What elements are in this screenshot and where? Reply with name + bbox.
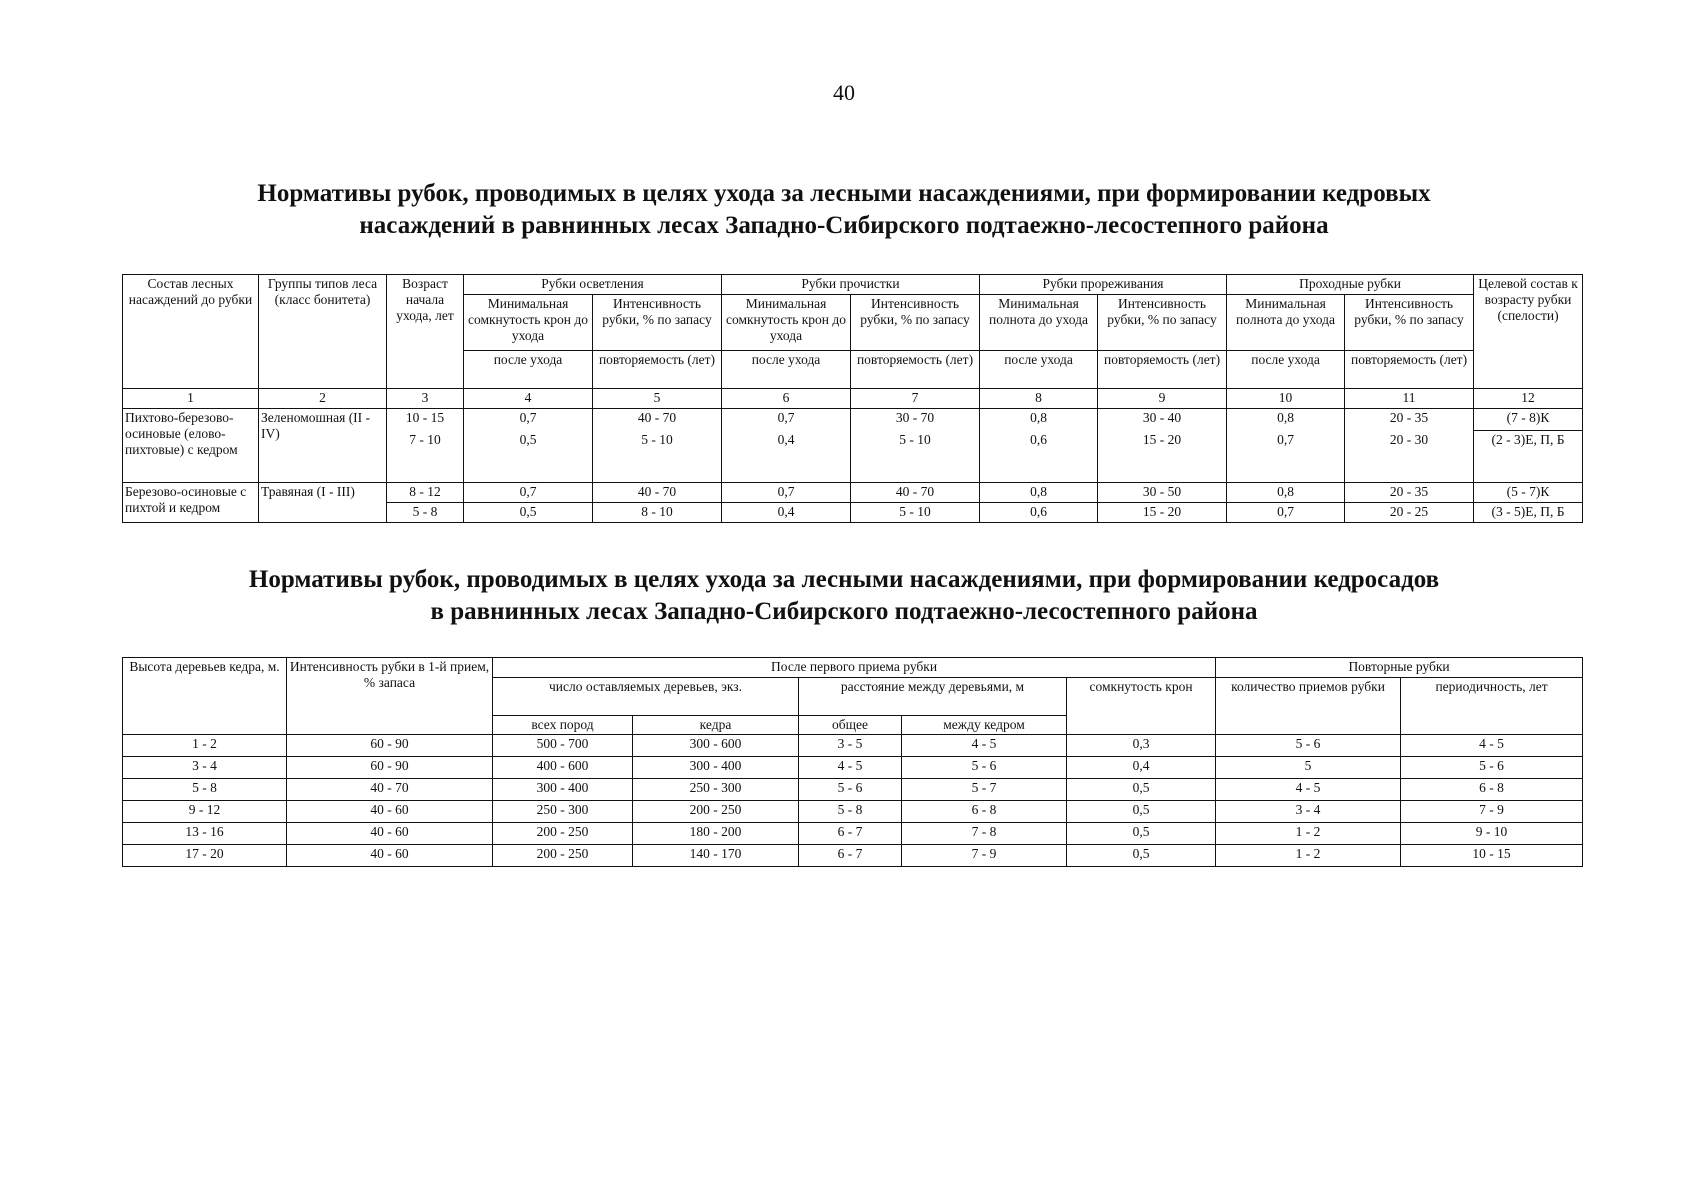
table-cell: 8 - 10: [593, 503, 722, 523]
table-cell: 13 - 16: [123, 823, 287, 845]
table-cell: 0,6: [980, 503, 1098, 523]
header-repeat: повторяемость (лет): [1098, 351, 1227, 389]
header-periodicity: периодичность, лет: [1401, 678, 1583, 735]
table1-title: [150, 178, 1538, 242]
group-forest-type: Зеленомошная (II - IV): [259, 409, 387, 483]
header-intensity: Интенсивность рубки, % по запасу: [1098, 295, 1227, 351]
table-cell: 4 - 5: [902, 735, 1067, 757]
table-cell: 15 - 20: [1098, 503, 1227, 523]
header-intensity: Интенсивность рубки в 1-й прием, % запаса: [287, 658, 493, 735]
group-forest-type: Травяная (I - III): [259, 483, 387, 523]
table-cell: 0,7: [722, 483, 851, 503]
table-cell: 9 - 10: [1401, 823, 1583, 845]
table-cell: 200 - 250: [493, 823, 633, 845]
table-cell: 5 - 6: [1216, 735, 1401, 757]
header-repeat: повторяемость (лет): [851, 351, 980, 389]
table-cell: 0,8: [1227, 409, 1345, 431]
table-cell: 17 - 20: [123, 845, 287, 867]
header-between-cedar: между кедром: [902, 716, 1067, 735]
table-cell: 140 - 170: [633, 845, 799, 867]
header-after-care: после ухода: [464, 351, 593, 389]
table-cell: (7 - 8)К: [1474, 409, 1583, 431]
header-target: Целевой состав к возрасту рубки (спелости): [1474, 275, 1583, 389]
column-number: 12: [1474, 389, 1583, 409]
column-number: 4: [464, 389, 593, 409]
column-number: 9: [1098, 389, 1227, 409]
table-cell: 0,5: [1067, 845, 1216, 867]
column-number: 7: [851, 389, 980, 409]
table-cell: 9 - 12: [123, 801, 287, 823]
table-cell: 5 - 10: [593, 431, 722, 483]
table-cell: 180 - 200: [633, 823, 799, 845]
table-cell: 7 - 8: [902, 823, 1067, 845]
table-cell: 1 - 2: [1216, 845, 1401, 867]
table-cell: 30 - 70: [851, 409, 980, 431]
table-cell: 3 - 5: [799, 735, 902, 757]
header-thinning: Рубки прореживания: [980, 275, 1227, 295]
column-number: 8: [980, 389, 1098, 409]
table-cell: 4 - 5: [1401, 735, 1583, 757]
table-cell: 20 - 35: [1345, 483, 1474, 503]
table-cell: 6 - 8: [902, 801, 1067, 823]
table-cell: 5 - 8: [799, 801, 902, 823]
cedar-gardens-norms-table: [122, 657, 1583, 867]
table-cell: 0,7: [1227, 431, 1345, 483]
table-cell: 10 - 15: [1401, 845, 1583, 867]
table-cell: 300 - 400: [493, 779, 633, 801]
table-cell: 30 - 50: [1098, 483, 1227, 503]
table-cell: 1 - 2: [1216, 823, 1401, 845]
table-cell: 10 - 15: [387, 409, 464, 431]
table-cell: 40 - 60: [287, 845, 493, 867]
header-intensity: Интенсивность рубки, % по запасу: [851, 295, 980, 351]
column-number: 6: [722, 389, 851, 409]
table-cell: 5 - 10: [851, 431, 980, 483]
column-number: 3: [387, 389, 464, 409]
cedar-stands-norms-table: [122, 274, 1583, 523]
table-cell: 0,7: [722, 409, 851, 431]
column-number: 1: [123, 389, 259, 409]
header-after-care: после ухода: [980, 351, 1098, 389]
header-min-crown-closure: Минимальная сомкнутость крон до ухода: [464, 295, 593, 351]
table-cell: 500 - 700: [493, 735, 633, 757]
table-cell: 7 - 9: [902, 845, 1067, 867]
table-cell: (5 - 7)К: [1474, 483, 1583, 503]
table-cell: 15 - 20: [1098, 431, 1227, 483]
header-count: количество приемов рубки: [1216, 678, 1401, 735]
table-cell: 0,4: [722, 431, 851, 483]
table2-title-line1: Нормативы рубок, проводимых в целях ухода за лесными насаждениями, при формировании кедросадов: [248, 566, 1440, 593]
table-cell: 3 - 4: [1216, 801, 1401, 823]
header-crown-closure: сомкнутость крон: [1067, 678, 1216, 735]
table-cell: 20 - 25: [1345, 503, 1474, 523]
header-min-density: Минимальная полнота до ухода: [1227, 295, 1345, 351]
table-cell: 300 - 600: [633, 735, 799, 757]
table-cell: 4 - 5: [799, 757, 902, 779]
table-cell: 7 - 10: [387, 431, 464, 483]
table1-title-line1: Нормативы рубок, проводимых в целях ухода за лесными насаждениями, при формировании кедровых: [257, 180, 1431, 207]
table-cell: 40 - 70: [593, 483, 722, 503]
header-cedar: кедра: [633, 716, 799, 735]
table-cell: 1 - 2: [123, 735, 287, 757]
table-cell: 5: [1216, 757, 1401, 779]
table-cell: 8 - 12: [387, 483, 464, 503]
table1-title-line2: насаждений в равнинных лесах Западно-Сибирского подтаежно-лесостепного района: [359, 212, 1329, 239]
table-cell: 40 - 70: [851, 483, 980, 503]
table2-title: [150, 564, 1538, 628]
table-cell: 6 - 8: [1401, 779, 1583, 801]
header-intensity: Интенсивность рубки, % по запасу: [1345, 295, 1474, 351]
table-cell: 4 - 5: [1216, 779, 1401, 801]
header-total: общее: [799, 716, 902, 735]
header-age: Возраст начала ухода, лет: [387, 275, 464, 389]
table-cell: 0,8: [980, 409, 1098, 431]
column-number: 11: [1345, 389, 1474, 409]
table-cell: 400 - 600: [493, 757, 633, 779]
column-number: 2: [259, 389, 387, 409]
table-cell: 0,4: [722, 503, 851, 523]
table-cell: 0,7: [464, 483, 593, 503]
table-cell: 7 - 9: [1401, 801, 1583, 823]
table-cell: 0,5: [1067, 779, 1216, 801]
table-cell: 5 - 6: [799, 779, 902, 801]
header-after-care: после ухода: [1227, 351, 1345, 389]
header-min-crown-closure: Минимальная сомкнутость крон до ухода: [722, 295, 851, 351]
table-cell: 300 - 400: [633, 757, 799, 779]
table-cell: 200 - 250: [633, 801, 799, 823]
table-cell: 40 - 60: [287, 801, 493, 823]
header-repeat-cuttings: Повторные рубки: [1216, 658, 1583, 678]
table-cell: 6 - 7: [799, 845, 902, 867]
table-cell: 40 - 70: [287, 779, 493, 801]
header-all-species: всех пород: [493, 716, 633, 735]
table-cell: 0,5: [1067, 823, 1216, 845]
table-cell: 0,4: [1067, 757, 1216, 779]
header-passing: Проходные рубки: [1227, 275, 1474, 295]
table-cell: (2 - 3)Е, П, Б: [1474, 431, 1583, 483]
header-composition: Состав лесных насаждений до рубки: [123, 275, 259, 389]
header-after-care: после ухода: [722, 351, 851, 389]
table-cell: 40 - 70: [593, 409, 722, 431]
header-after-first: После первого приема рубки: [493, 658, 1216, 678]
table-cell: 20 - 35: [1345, 409, 1474, 431]
header-lightening: Рубки осветления: [464, 275, 722, 295]
table-cell: 0,5: [1067, 801, 1216, 823]
column-number: 5: [593, 389, 722, 409]
header-repeat: повторяемость (лет): [1345, 351, 1474, 389]
header-forest-type: Группы типов леса (класс бонитета): [259, 275, 387, 389]
table-cell: 40 - 60: [287, 823, 493, 845]
header-height: Высота деревьев кедра, м.: [123, 658, 287, 735]
table-cell: 0,7: [464, 409, 593, 431]
table-cell: 0,6: [980, 431, 1098, 483]
header-intensity: Интенсивность рубки, % по запасу: [593, 295, 722, 351]
table-cell: 0,5: [464, 431, 593, 483]
table-cell: 5 - 7: [902, 779, 1067, 801]
table-cell: 5 - 8: [123, 779, 287, 801]
table2-title-line2: в равнинных лесах Западно-Сибирского подтаежно-лесостепного района: [430, 598, 1258, 625]
header-cleaning: Рубки прочистки: [722, 275, 980, 295]
table-cell: 250 - 300: [633, 779, 799, 801]
page-number: 40: [833, 80, 855, 105]
group-composition: Березово-осиновые с пихтой и кедром: [123, 483, 259, 523]
table-cell: 20 - 30: [1345, 431, 1474, 483]
table-cell: 0,8: [1227, 483, 1345, 503]
group-composition: Пихтово-березово-осиновые (елово-пихтовые) с кедром: [123, 409, 259, 483]
table-cell: 60 - 90: [287, 757, 493, 779]
table-cell: 5 - 8: [387, 503, 464, 523]
header-distance: расстояние между деревьями, м: [799, 678, 1067, 716]
table-cell: 0,8: [980, 483, 1098, 503]
table-cell: 0,5: [464, 503, 593, 523]
table-cell: 0,7: [1227, 503, 1345, 523]
table-cell: 5 - 6: [1401, 757, 1583, 779]
table-cell: 0,3: [1067, 735, 1216, 757]
header-trees-left: число оставляемых деревьев, экз.: [493, 678, 799, 716]
table-cell: 60 - 90: [287, 735, 493, 757]
table-cell: 3 - 4: [123, 757, 287, 779]
header-repeat: повторяемость (лет): [593, 351, 722, 389]
table-cell: (3 - 5)Е, П, Б: [1474, 503, 1583, 523]
header-min-density: Минимальная полнота до ухода: [980, 295, 1098, 351]
table-cell: 30 - 40: [1098, 409, 1227, 431]
table-cell: 6 - 7: [799, 823, 902, 845]
column-number: 10: [1227, 389, 1345, 409]
table-cell: 250 - 300: [493, 801, 633, 823]
table-cell: 5 - 6: [902, 757, 1067, 779]
table-cell: 200 - 250: [493, 845, 633, 867]
table-cell: 5 - 10: [851, 503, 980, 523]
